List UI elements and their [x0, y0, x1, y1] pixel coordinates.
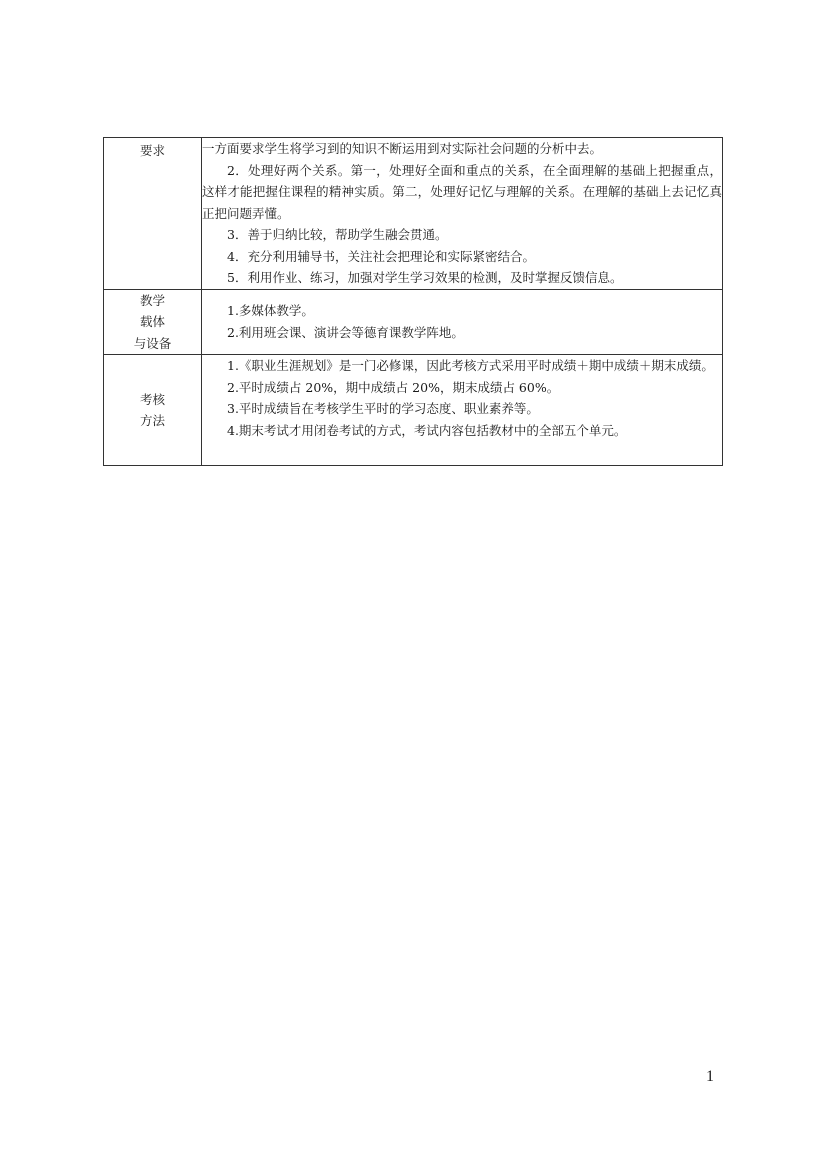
- content-paragraph: 4．充分利用辅导书，关注社会把理论和实际紧密结合。: [227, 248, 535, 264]
- row-label-line: 考核: [139, 391, 165, 407]
- row-label-line: 载体: [139, 314, 165, 329]
- content-paragraph: 1.多媒体教学。: [227, 303, 314, 319]
- row-label-requirements: [104, 138, 202, 290]
- page-number: 1: [706, 1068, 714, 1085]
- row-content-requirements: [202, 138, 723, 290]
- content-paragraph: 2.利用班会课、演讲会等德育课教学阵地。: [227, 324, 464, 340]
- course-plan-table: [103, 137, 723, 466]
- row-label-line: 方法: [139, 413, 165, 428]
- content-paragraph: 4.期末考试才用闭卷考试的方式，考试内容包括教材中的全部五个单元。: [227, 422, 627, 438]
- table-row-assessment: [104, 355, 723, 466]
- row-label-line: 要求: [139, 143, 165, 158]
- row-label-line: 与设备: [133, 335, 172, 351]
- content-paragraph: 一方面要求学生将学习到的知识不断运用到对实际社会问题的分析中去。: [202, 141, 603, 156]
- content-paragraph: 3.平时成绩旨在考核学生平时的学习态度、职业素养等。: [227, 401, 539, 416]
- table-row-requirements: [104, 138, 723, 290]
- content-paragraph: 5．利用作业、练习，加强对学生学习效果的检测，及时掌握反馈信息。: [227, 270, 623, 285]
- content-paragraph: 1.《职业生涯规划》是一门必修课，因此考核方式采用平时成绩＋期中成绩＋期末成绩。: [227, 358, 714, 373]
- row-content-teaching-media: [202, 289, 723, 355]
- row-label-teaching-media: [104, 289, 202, 355]
- content-paragraph: 3．善于归纳比较，帮助学生融会贯通。: [227, 227, 448, 242]
- content-paragraph: 2．处理好两个关系。第一，处理好全面和重点的关系，在全面理解的基础上把握重点，这样才能把握住课程的精神实质。第二，处理好记忆与理解的关系。在理解的基础上去记忆真正把问题弄懂。: [202, 162, 722, 221]
- table-row-teaching-media: [104, 289, 723, 355]
- row-label-line: 教学: [139, 292, 165, 308]
- row-label-assessment: [104, 355, 202, 466]
- row-content-assessment: [202, 355, 723, 466]
- content-paragraph: 2.平时成绩占 20%，期中成绩占 20%，期末成绩占 60%。: [227, 379, 560, 395]
